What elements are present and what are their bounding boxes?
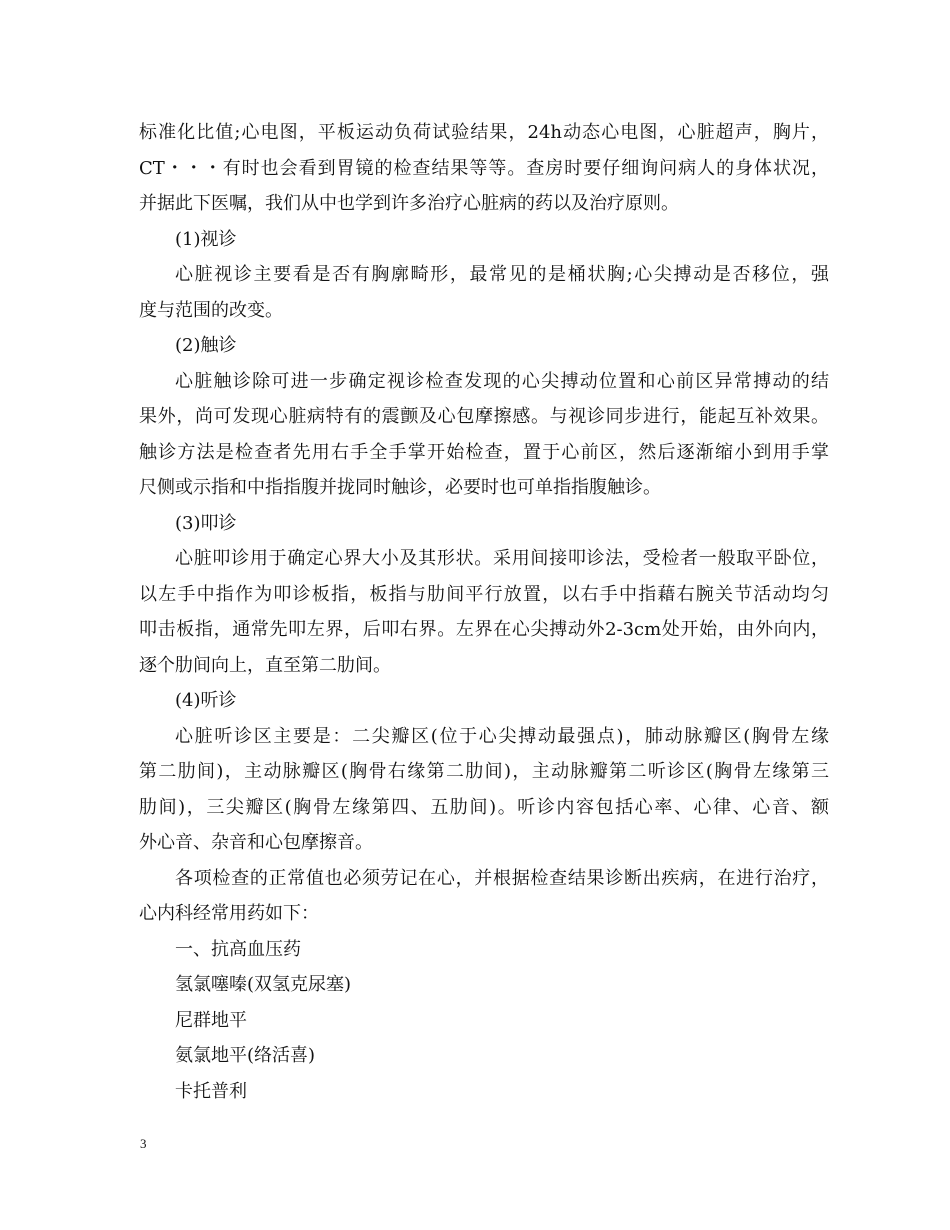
text-line: 度与范围的改变。 [139, 299, 283, 321]
text-line: 标准化比值;心电图，平板运动负荷试验结果，24h动态心电图，心脏超声，胸片， [139, 122, 829, 143]
text-line: (1)视诊 [175, 228, 237, 250]
text-line: (4)听诊 [175, 690, 237, 711]
text-line: 第二肋间)，主动脉瓣区(胸骨右缘第二肋间)，主动脉瓣第二听诊区(胸骨左缘第三 [139, 761, 829, 782]
text-line: 肋间)，三尖瓣区(胸骨左缘第四、五肋间)。听诊内容包括心率、心律、心音、额 [139, 796, 829, 818]
text-line: 外心音、杂音和心包摩擦音。 [139, 832, 373, 853]
text-line: CT・・・有时也会看到胃镜的检查结果等等。查房时要仔细询问病人的身体状况， [139, 157, 829, 179]
document-body [139, 115, 829, 1109]
text-line: 尺侧或示指和中指指腹并拢同时触诊，必要时也可单指指腹触诊。 [139, 477, 661, 498]
page-number: 3 [140, 1136, 147, 1151]
text-line: 卡托普利 [175, 1080, 247, 1102]
text-line: (2)触诊 [175, 335, 237, 356]
text-line: 氢氯噻嗪(双氢克尿塞) [175, 974, 352, 995]
text-line: 心内科经常用药如下： [139, 903, 319, 924]
text-line: 触诊方法是检查者先用右手全手掌开始检查，置于心前区，然后逐渐缩小到用手掌 [139, 441, 829, 463]
text-line: 心脏触诊除可进一步确定视诊检查发现的心尖搏动位置和心前区异常搏动的结 [175, 370, 829, 392]
text-line: 心脏视诊主要看是否有胸廓畸形，最常见的是桶状胸;心尖搏动是否移位，强 [175, 264, 829, 285]
text-line: 果外，尚可发现心脏病特有的震颤及心包摩擦感。与视诊同步进行，能起互补效果。 [139, 406, 829, 427]
text-line: 氨氯地平(络活喜) [175, 1045, 316, 1066]
text-line: 心脏叩诊用于确定心界大小及其形状。采用间接叩诊法，受检者一般取平卧位， [175, 548, 829, 569]
text-line: 心脏听诊区主要是：二尖瓣区(位于心尖搏动最强点)，肺动脉瓣区(胸骨左缘 [175, 725, 829, 747]
text-line: (3)叩诊 [175, 512, 237, 534]
text-line: 一、抗高血压药 [175, 938, 301, 960]
text-line: 以左手中指作为叩诊板指，板指与肋间平行放置，以右手中指藉右腕关节活动均匀 [139, 583, 829, 605]
text-line: 各项检查的正常值也必须劳记在心，并根据检查结果诊断出疾病，在进行治疗， [175, 867, 829, 889]
text-line: 并据此下医嘱，我们从中也学到许多治疗心脏病的药以及治疗原则。 [139, 193, 679, 214]
text-line: 叩击板指，通常先叩左界，后叩右界。左界在心尖搏动外2-3cm处开始，由外向内， [139, 619, 829, 640]
text-line: 逐个肋间向上，直至第二肋间。 [139, 654, 391, 676]
text-line: 尼群地平 [175, 1009, 247, 1031]
